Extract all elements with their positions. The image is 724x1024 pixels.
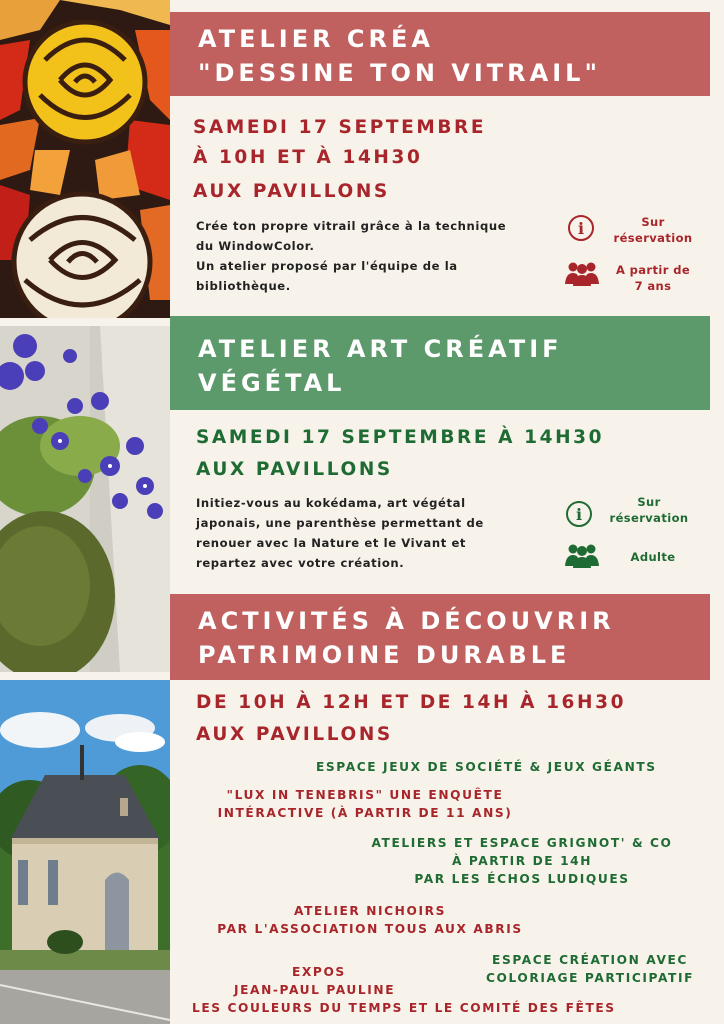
section1-age-line2: 7 ans xyxy=(634,279,672,293)
info-icon: i xyxy=(566,501,592,527)
activity-expos-line1: EXPOS xyxy=(292,965,346,979)
section2-desc-line2: japonais, une parenthèse permettant de xyxy=(196,516,484,530)
activity-lux-line2: INTÉRACTIVE (À PARTIR DE 11 ANS) xyxy=(217,806,513,820)
pavilion-photo xyxy=(0,680,170,1024)
section2-title-line1: ATELIER ART CRÉATIF xyxy=(198,335,563,363)
activity-grignot xyxy=(336,834,708,888)
section1-reservation-line2: réservation xyxy=(613,231,693,245)
group-icon xyxy=(565,542,599,572)
section3-banner xyxy=(170,594,710,680)
section2-date-block xyxy=(196,423,604,485)
activity-lux-in-tenebris xyxy=(180,786,550,822)
section3-location: AUX PAVILLONS xyxy=(196,724,393,745)
section2-title-line2: VÉGÉTAL xyxy=(198,369,346,397)
section1-desc-line2: du WindowColor. xyxy=(196,239,315,253)
section1-date-line2: À 10H ET À 14H30 xyxy=(193,147,423,168)
activity-expos-line3: LES COULEURS DU TEMPS ET LE COMITÉ DES FÊTES xyxy=(192,1001,616,1015)
activity-grignot-line2: À PARTIR DE 14H xyxy=(451,854,593,868)
kokedama-photo xyxy=(0,326,170,672)
section3-title-line2: PATRIMOINE DURABLE xyxy=(198,641,571,669)
section1-desc-line3: Un atelier proposé par l'équipe de la xyxy=(196,259,458,273)
activity-nichoirs-line1: ATELIER NICHOIRS xyxy=(294,904,446,918)
section2-reservation-line2: réservation xyxy=(609,511,689,525)
activity-nichoirs-line2: PAR L'ASSOCIATION TOUS AUX ABRIS xyxy=(217,922,523,936)
activity-nichoirs xyxy=(180,902,560,938)
activity-expos-line2: JEAN-PAUL PAULINE xyxy=(234,983,396,997)
stained-glass-photo xyxy=(0,0,170,318)
section2-date: SAMEDI 17 SEPTEMBRE À 14H30 xyxy=(196,427,605,448)
section1-date xyxy=(193,113,486,207)
activity-expos xyxy=(180,963,700,1017)
activity-board-games: ESPACE JEUX DE SOCIÉTÉ & JEUX GÉANTS xyxy=(316,760,657,774)
activity-coloriage-line1: ESPACE CRÉATION AVEC xyxy=(492,953,688,967)
section1-location: AUX PAVILLONS xyxy=(193,181,390,202)
section3-hours: DE 10H À 12H ET DE 14H À 16H30 xyxy=(196,692,627,713)
section1-reservation-line1: Sur xyxy=(641,215,665,229)
section1-title-line2: "DESSINE TON VITRAIL" xyxy=(198,59,601,87)
section2-desc-line3: renouer avec la Nature et le Vivant et xyxy=(196,536,467,550)
section2-description xyxy=(196,493,534,573)
group-icon xyxy=(565,260,599,290)
section2-audience: Adulte xyxy=(630,550,676,564)
activity-grignot-line1: ATELIERS ET ESPACE GRIGNOT' & CO xyxy=(371,836,673,850)
section1-desc-line4: bibliothèque. xyxy=(196,279,291,293)
activity-lux-line1: "LUX IN TENEBRIS" UNE ENQUÊTE xyxy=(226,788,504,802)
activity-coloriage-line2: COLORIAGE PARTICIPATIF xyxy=(486,971,694,985)
section2-desc-line1: Initiez-vous au kokédama, art végétal xyxy=(196,496,466,510)
section2-reservation xyxy=(594,494,704,526)
section1-age-line1: A partir de xyxy=(615,263,691,277)
section1-desc-line1: Crée ton propre vitrail grâce à la technique xyxy=(196,219,507,233)
section2-location: AUX PAVILLONS xyxy=(196,459,393,480)
section1-date-line1: SAMEDI 17 SEPTEMBRE xyxy=(193,117,487,138)
section1-banner xyxy=(170,12,710,96)
section3-title-line1: ACTIVITÉS À DÉCOUVRIR xyxy=(198,607,615,635)
section2-reservation-line1: Sur xyxy=(637,495,661,509)
section2-desc-line4: repartez avec votre création. xyxy=(196,556,405,570)
activity-grignot-line3: PAR LES ÉCHOS LUDIQUES xyxy=(414,872,630,886)
section1-title-line1: ATELIER CRÉA xyxy=(198,25,434,53)
section1-description xyxy=(196,216,534,296)
section2-banner xyxy=(170,316,710,410)
section3-hours-block xyxy=(196,688,626,750)
section1-reservation xyxy=(598,214,708,246)
info-icon: i xyxy=(568,215,594,241)
section1-age xyxy=(598,262,708,294)
